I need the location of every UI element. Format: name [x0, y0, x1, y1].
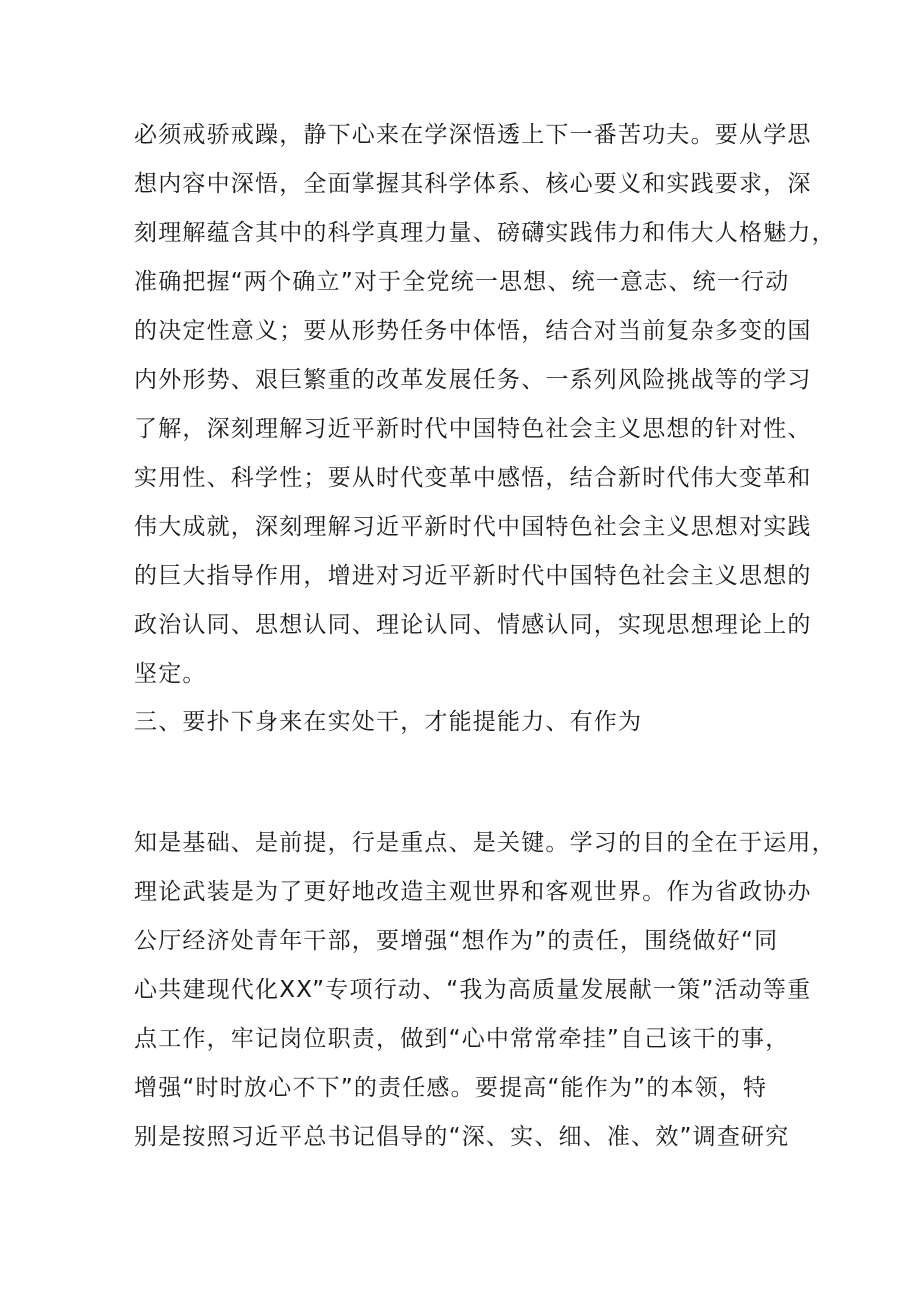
text-line: 实用性、科学性；要从时代变革中感悟，结合新时代伟大变革和: [134, 465, 812, 491]
text-line: 政治认同、思想认同、理论认同、情感认同，实现思想理论上的: [134, 612, 812, 638]
section-heading-text: 三、要扑下身来在实处干，才能提能力、有作为: [134, 709, 643, 735]
text-line: 心共建现代化XX”专项行动、“我为高质量发展献一策”活动等重: [134, 977, 812, 1003]
text-line: 了解，深刻理解习近平新时代中国特色社会主义思想的针对性、: [134, 416, 812, 442]
text-line: 公厅经济处青年干部，要增强“想作为”的责任，围绕做好“同: [134, 928, 779, 954]
text-line: 点工作，牢记岗位职责，做到“心中常常牵挂”自己该干的事，: [134, 1026, 790, 1052]
text-line: 刻理解蕴含其中的科学真理力量、磅礴实践伟力和伟大人格魅力，: [134, 220, 836, 246]
text-line: 坚定。: [134, 661, 207, 687]
body-paragraph-2: [134, 819, 836, 1162]
text-line: 内外形势、艰巨繁重的改革发展任务、一系列风险挑战等的学习: [134, 367, 812, 393]
text-line: 伟大成就，深刻理解习近平新时代中国特色社会主义思想对实践: [134, 514, 812, 540]
text-line: 理论武装是为了更好地改造主观世界和客观世界。作为省政协办: [134, 879, 812, 905]
text-line: 知是基础、是前提，行是重点、是关键。学习的目的全在于运用，: [134, 830, 836, 856]
text-line: 准确把握“两个确立”对于全党统一思想、统一意志、统一行动: [134, 269, 790, 295]
text-line: 增强“时时放心不下”的责任感。要提高“能作为”的本领，特: [134, 1075, 768, 1101]
text-line: 必须戒骄戒躁，静下心来在学深悟透上下一番苦功夫。要从学思: [134, 122, 812, 148]
body-paragraph-1: [134, 111, 836, 699]
section-heading: [134, 698, 814, 747]
text-line: 的巨大指导作用，增进对习近平新时代中国特色社会主义思想的: [134, 563, 812, 589]
text-line: 想内容中深悟，全面掌握其科学体系、核心要义和实践要求，深: [134, 171, 812, 197]
text-line: 别是按照习近平总书记倡导的“深、实、细、准、效”调查研究: [134, 1124, 790, 1150]
text-line: 的决定性意义；要从形势任务中体悟，结合对当前复杂多变的国: [134, 318, 812, 344]
